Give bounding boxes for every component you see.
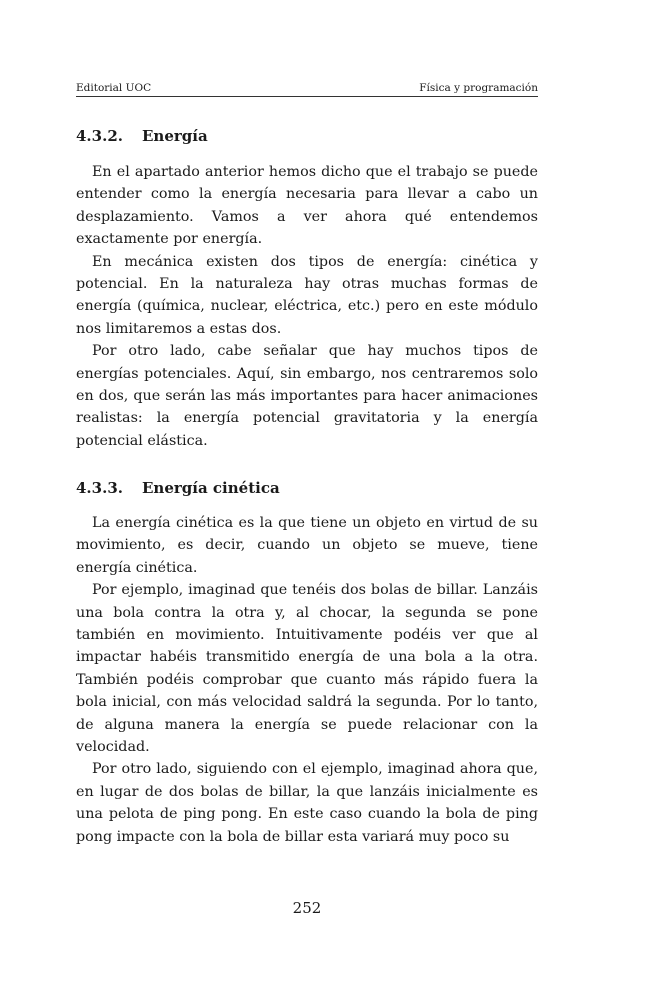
section-heading-energia (76, 126, 208, 146)
section-body-energia (76, 161, 538, 452)
page-number: 252 (292, 899, 322, 917)
section-heading-energia-cinetica (76, 478, 280, 498)
paragraph: La energía cinética es la que tiene un objeto en virtud de su movimiento, es decir, cuando un objeto se mueve, tiene energía cinética. (76, 515, 538, 576)
paragraph: En mecánica existen dos tipos de energía: cinética y potencial. En la naturaleza hay otras muchas formas de energía (química, nuclear, eléctrica, etc.) pero en este módulo nos limitaremos a estas dos. (76, 253, 538, 337)
paragraph: Por otro lado, siguiendo con el ejemplo, imaginad ahora que, en lugar de dos bolas de billar, la que lanzáis inicialmente es una pelota de ping pong. En este caso cuando la bola de ping pong impacte con la bola de billar esta variará muy poco su (76, 761, 538, 845)
book-page (76, 0, 538, 985)
header-publisher: Editorial UOC (76, 82, 152, 94)
paragraph: En el apartado anterior hemos dicho que el trabajo se puede entender como la energía necesaria para llevar a cabo un desplazamiento. Vamos a ver ahora qué entendemos exactamente por energía. (76, 164, 538, 248)
section-title: Energía cinética (142, 479, 280, 497)
paragraph: Por otro lado, cabe señalar que hay muchos tipos de energías potenciales. Aquí, sin embargo, nos centraremos solo en dos, que serán las más importantes para hacer animaciones realistas: la energía potencial gravitatoria y la energía potencial elástica. (76, 343, 538, 449)
section-number: 4.3.3. (76, 479, 123, 497)
section-body-energia-cinetica (76, 512, 538, 848)
section-number: 4.3.2. (76, 127, 123, 145)
header-book-title: Física y programación (419, 82, 538, 94)
running-header (76, 80, 538, 97)
paragraph: Por ejemplo, imaginad que tenéis dos bolas de billar. Lanzáis una bola contra la otra y, al chocar, la segunda se pone también en movimiento. Intuitivamente podéis ver que al impactar habéis transmitido energía de una bola a la otra. También podéis comprobar que cuanto más rápido fuera la bola inicial, con más velocidad saldrá la segunda. Por lo tanto, de alguna manera la energía se puede relacionar con la velocidad. (76, 582, 538, 756)
section-title: Energía (142, 127, 208, 145)
